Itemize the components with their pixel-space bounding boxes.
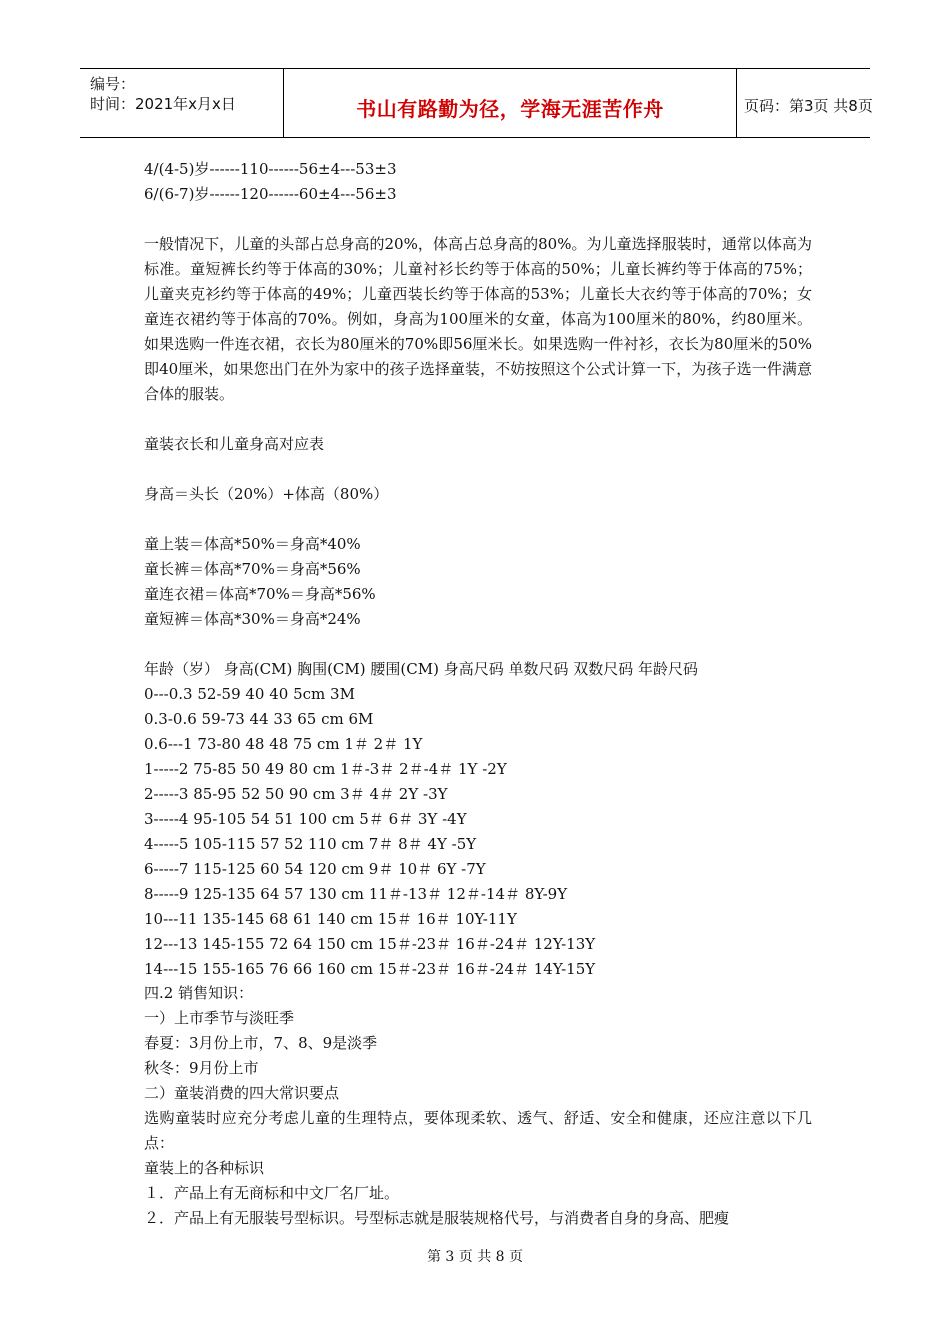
body-paragraph: 一般情况下，儿童的头部占总身高的20%，体高占总身高的80%。为儿童选择服装时，通常以体高为标准。童短裤长约等于体高的30%；儿童衬衫长约等于体高的50%；儿童长裤约等于体高的75%；儿童夹克衫约等于体高的49%；儿童西装长约等于体高的53%；儿童长大衣约等于体高的70%；女童连衣裙约等于体高的70%。例如，身高为100厘米的女童，体高为100厘米的80%，约80厘米。如果选购一件连衣裙，衣长为80厘米的70%即56厘米长。如果选购一件衬衫，衣长为80厘米的50%即40厘米，如果您出门在外为家中的孩子选择童装，不妨按照这个公式计算一下，为孩子选一件满意合体的服装。 (144, 235, 812, 403)
labels-item: ２．产品上有无服装号型标识。号型标志就是服装规格代号，与消费者自身的身高、肥瘦 (144, 1209, 730, 1227)
formula-line: 童连衣裙＝体高*70%＝身高*56% (144, 585, 376, 603)
doc-number-label: 编号： (90, 75, 136, 93)
season-line: 秋冬：9月份上市 (144, 1059, 259, 1077)
height-formula: 身高＝头长（20%）+体高（80%） (144, 485, 389, 503)
size-table-row: 0.3-0.6 59-73 44 33 65 cm 6M (144, 710, 374, 728)
header-right-cell (736, 69, 873, 137)
header-motto: 书山有路勤为径，学海无涯苦作舟 (356, 97, 664, 121)
page-footer: 第 3 页 共 8 页 (426, 1249, 524, 1265)
size-line: 6/(6-7)岁------120------60±4---56±3 (144, 185, 397, 203)
size-table-row: 6-----7 115-125 60 54 120 cm 9＃ 10＃ 6Y -7Y (144, 860, 486, 878)
labels-title: 童装上的各种标识 (144, 1159, 265, 1177)
formula-line: 童短裤＝体高*30%＝身高*24% (144, 610, 361, 628)
header-left-cell (80, 69, 283, 137)
size-line: 4/(4-5)岁------110------56±4---53±3 (144, 160, 397, 178)
size-table-row: 8-----9 125-135 64 57 130 cm 11＃-13＃ 12＃-14＃ 8Y-9Y (144, 885, 568, 903)
formula-line: 童上装＝体高*50%＝身高*40% (144, 535, 361, 553)
size-table-row: 12---13 145-155 72 64 150 cm 15＃-23＃ 16＃-24＃ 12Y-13Y (144, 935, 596, 953)
body-paragraph-2: 选购童装时应充分考虑儿童的生理特点，要体现柔软、透气、舒适、安全和健康，还应注意以下几点： (144, 1109, 812, 1152)
size-table-row: 1-----2 75-85 50 49 80 cm 1＃-3＃ 2＃-4＃ 1Y -2Y (144, 760, 507, 778)
season-line: 春夏：3月份上市，7、8、9是淡季 (144, 1034, 378, 1052)
page-header (80, 68, 873, 138)
doc-date-label: 时间：2021年x月x日 (90, 95, 236, 113)
subsection-heading: 二）童装消费的四大常识要点 (144, 1084, 340, 1102)
subsection-heading: 一）上市季节与淡旺季 (144, 1009, 295, 1027)
size-table-row: 0---0.3 52-59 40 40 5cm 3M (144, 685, 355, 703)
labels-item: １．产品上有无商标和中文厂名厂址。 (144, 1184, 400, 1202)
size-table-row: 14---15 155-165 76 66 160 cm 15＃-23＃ 16＃-24＃ 14Y-15Y (144, 960, 596, 978)
page-code-label: 页码：第3页 共8页 (744, 97, 873, 115)
size-table-row: 10---11 135-145 68 61 140 cm 15＃ 16＃ 10Y-11Y (144, 910, 517, 928)
size-table-row: 0.6---1 73-80 48 48 75 cm 1＃ 2＃ 1Y (144, 735, 423, 753)
formula-line: 童长裤＝体高*70%＝身高*56% (144, 560, 361, 578)
size-table-row: 4-----5 105-115 57 52 110 cm 7＃ 8＃ 4Y -5Y (144, 835, 477, 853)
header-middle-cell (283, 69, 737, 137)
table-title: 童装衣长和儿童身高对应表 (144, 435, 325, 453)
size-table-row: 2-----3 85-95 52 50 90 cm 3＃ 4＃ 2Y -3Y (144, 785, 448, 803)
size-table-row: 3-----4 95-105 54 51 100 cm 5＃ 6＃ 3Y -4Y (144, 810, 467, 828)
section-heading: 四.2 销售知识： (144, 984, 254, 1002)
size-table-header: 年龄（岁） 身高(CM) 胸围(CM) 腰围(CM) 身高尺码 单数尺码 双数尺码 年龄尺码 (144, 660, 698, 678)
